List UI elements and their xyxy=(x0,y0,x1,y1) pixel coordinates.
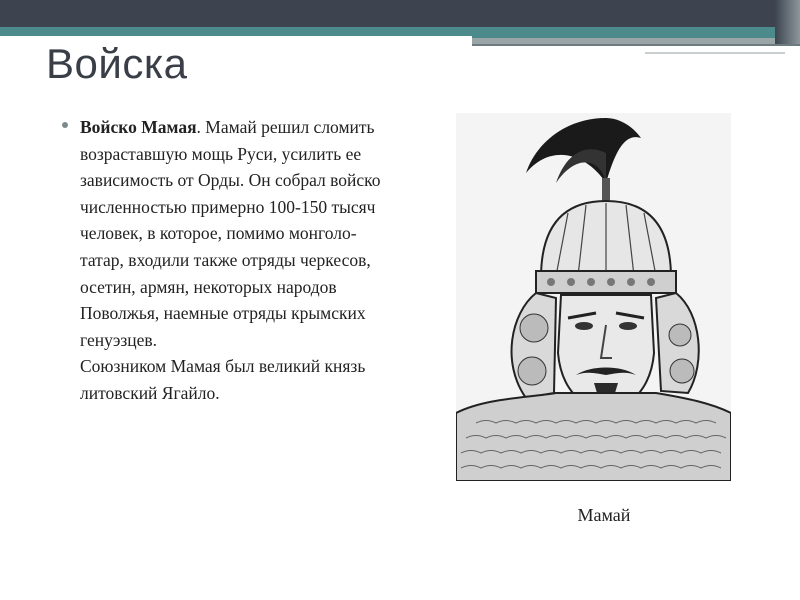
bullet-ally: Союзником Мамая был великий князь литовский Ягайло. xyxy=(80,356,366,403)
warrior-portrait-illustration xyxy=(456,113,731,481)
header-rule-light xyxy=(645,52,785,54)
bullet-text xyxy=(80,114,382,407)
portrait-image xyxy=(456,113,731,481)
bullet-lead: Войско Мамая xyxy=(80,117,197,137)
portrait-caption: Мамай xyxy=(577,505,631,525)
bullet-item xyxy=(62,114,382,407)
header-edge-gradient xyxy=(775,0,800,44)
header-dark-band xyxy=(0,0,800,27)
header-rule-dark xyxy=(472,44,800,46)
bullet-body: . Мамай решил сломить возраставшую мощь Руси, усилить ее зависимость от Орды. Он собрал войско численностью примерно 100-150 тысяч человек, в которое, помимо монголо-татар, входили также отряды черкесов, осетин, армян, некоторых народов Поволжья, наемные отряды крымских генуэзцев. xyxy=(80,117,381,350)
bullet-marker xyxy=(62,122,68,128)
slide-title: Войска xyxy=(46,40,188,87)
